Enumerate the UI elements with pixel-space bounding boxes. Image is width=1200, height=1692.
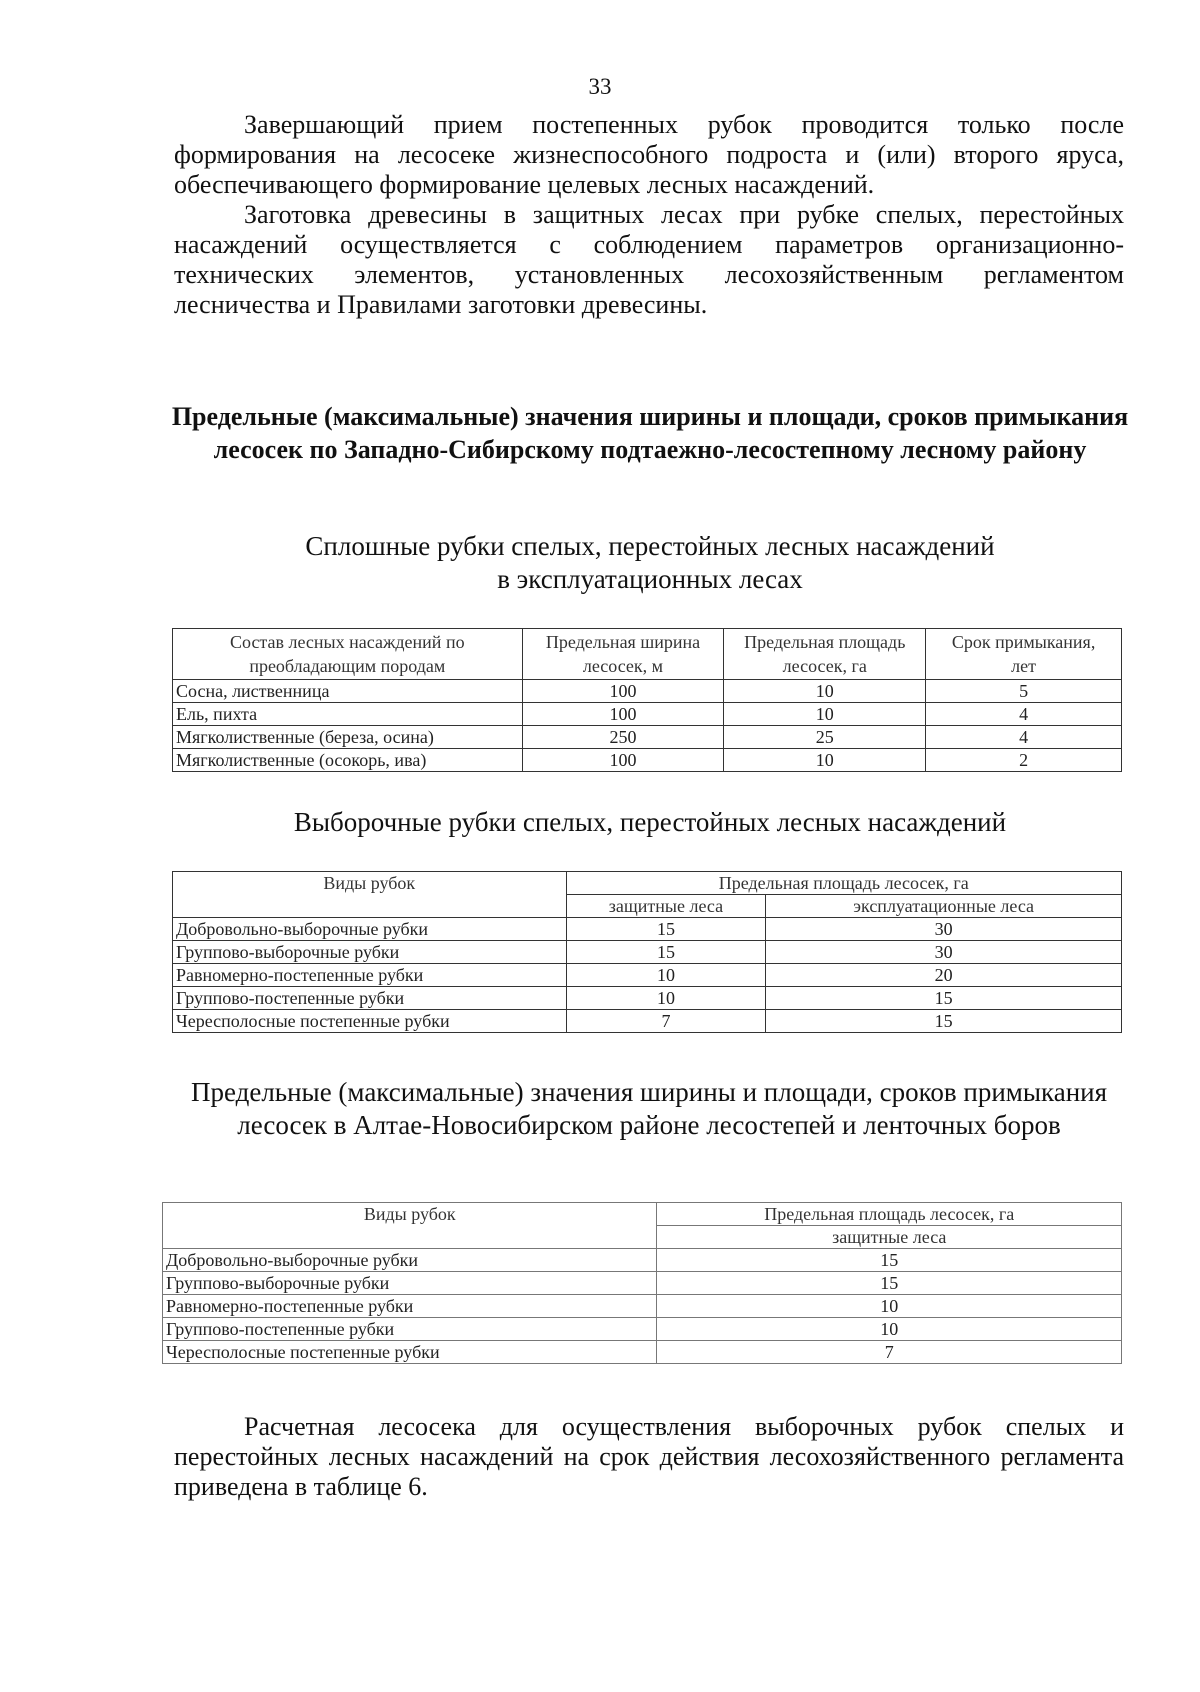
cell-protective: 10 (657, 1318, 1122, 1341)
cell-exploitation: 30 (766, 918, 1122, 941)
cell-cut-kind: Группово-выборочные рубки (173, 941, 567, 964)
cell-area: 10 (724, 749, 926, 772)
cell-protective: 10 (566, 964, 766, 987)
table-row (173, 703, 1122, 726)
cell-cut-kind: Добровольно-выборочные рубки (173, 918, 567, 941)
header-adjacency-term: Срок примыкания, лет (926, 629, 1122, 680)
cell-exploitation: 15 (766, 1010, 1122, 1033)
paragraph-final-stage: Завершающий прием постепенных рубок проводится только после формирования на лесосеке жизнеспособного подроста и (или) второго яруса, обеспечивающего формирование целевых лесных насаждений. (174, 110, 1124, 199)
cell-species: Мягколиственные (осокорь, ива) (173, 749, 523, 772)
cell-width: 100 (522, 749, 724, 772)
cell-width: 250 (522, 726, 724, 749)
cell-area: 10 (724, 680, 926, 703)
table-row (163, 1272, 1122, 1295)
table-row (173, 941, 1122, 964)
cell-exploitation: 30 (766, 941, 1122, 964)
header-composition: Состав лесных насаждений по преобладающим породам (173, 629, 523, 680)
header-max-width: Предельная ширина лесосек, м (522, 629, 724, 680)
table-row (163, 1318, 1122, 1341)
table-row (163, 1295, 1122, 1318)
cell-cut-kind: Группово-выборочные рубки (163, 1272, 657, 1295)
header-max-area: Предельная площадь лесосек, га (566, 872, 1121, 895)
cell-cut-kind: Группово-постепенные рубки (163, 1318, 657, 1341)
header-protective-forests: защитные леса (566, 895, 766, 918)
table-header-row (163, 1203, 1122, 1226)
cell-protective: 10 (566, 987, 766, 1010)
header-exploitation-forests: эксплуатационные леса (766, 895, 1122, 918)
table2-caption: Выборочные рубки спелых, перестойных лесных насаждений (293, 807, 1007, 837)
cell-cut-kind: Чересполосные постепенные рубки (173, 1010, 567, 1033)
cell-cut-kind: Равномерно-постепенные рубки (173, 964, 567, 987)
header-max-area: Предельная площадь лесосек, га (724, 629, 926, 680)
table-row (173, 749, 1122, 772)
paragraph-harvesting: Заготовка древесины в защитных лесах при рубке спелых, перестойных насаждений осуществляется с соблюдением параметров организационно-технических элементов, установленных лесохозяйственным регламентом лесничества и Правилами заготовки древесины. (174, 200, 1124, 319)
header-protective-forests: защитные леса (657, 1226, 1122, 1249)
cell-species: Мягколиственные (береза, осина) (173, 726, 523, 749)
cell-exploitation: 20 (766, 964, 1122, 987)
table-row (173, 680, 1122, 703)
table-header-row (173, 629, 1122, 680)
cell-exploitation: 15 (766, 987, 1122, 1010)
cell-area: 25 (724, 726, 926, 749)
altai-novosibirsk-table (162, 1202, 1122, 1364)
section-heading: Предельные (максимальные) значения ширины и площади, сроков примыкания лесосек по Западно-Сибирскому подтаежно-лесостепному лесному району (171, 402, 1129, 464)
cell-width: 100 (522, 703, 724, 726)
cell-protective: 7 (566, 1010, 766, 1033)
cell-cut-kind: Равномерно-постепенные рубки (163, 1295, 657, 1318)
page-number: 33 (588, 74, 612, 99)
cell-term: 5 (926, 680, 1122, 703)
header-max-area: Предельная площадь лесосек, га (657, 1203, 1122, 1226)
cell-protective: 15 (657, 1249, 1122, 1272)
table1-caption-line1: Сплошные рубки спелых, перестойных лесных насаждений (305, 531, 995, 561)
cell-protective: 10 (657, 1295, 1122, 1318)
cell-protective: 15 (566, 918, 766, 941)
table1-caption-line2: в эксплуатационных лесах (497, 564, 803, 594)
cell-cut-kind: Чересполосные постепенные рубки (163, 1341, 657, 1364)
closing-paragraph: Расчетная лесосека для осуществления выборочных рубок спелых и перестойных лесных насаждений на срок действия лесохозяйственного регламента приведена в таблице 6. (174, 1412, 1124, 1501)
table-header-row (173, 872, 1122, 895)
cell-protective: 15 (657, 1272, 1122, 1295)
table-row (173, 964, 1122, 987)
cell-protective: 7 (657, 1341, 1122, 1364)
cell-term: 4 (926, 703, 1122, 726)
table3-caption: Предельные (максимальные) значения ширины и площади, сроков примыкания лесосек в Алтае-Новосибирском районе лесостепей и ленточных боров (190, 1077, 1108, 1140)
cell-cut-kind: Группово-постепенные рубки (173, 987, 567, 1010)
table-row (173, 918, 1122, 941)
header-cut-kind: Виды рубок (173, 872, 567, 918)
cell-protective: 15 (566, 941, 766, 964)
cell-cut-kind: Добровольно-выборочные рубки (163, 1249, 657, 1272)
cell-term: 4 (926, 726, 1122, 749)
cell-area: 10 (724, 703, 926, 726)
cell-species: Ель, пихта (173, 703, 523, 726)
table-row (173, 1010, 1122, 1033)
cell-width: 100 (522, 680, 724, 703)
cell-species: Сосна, лиственница (173, 680, 523, 703)
clear-cut-table (172, 628, 1122, 772)
selective-cut-table (172, 871, 1122, 1033)
table-row (163, 1341, 1122, 1364)
header-cut-kind: Виды рубок (163, 1203, 657, 1249)
table-row (173, 987, 1122, 1010)
table-row (173, 726, 1122, 749)
table-row (163, 1249, 1122, 1272)
cell-term: 2 (926, 749, 1122, 772)
